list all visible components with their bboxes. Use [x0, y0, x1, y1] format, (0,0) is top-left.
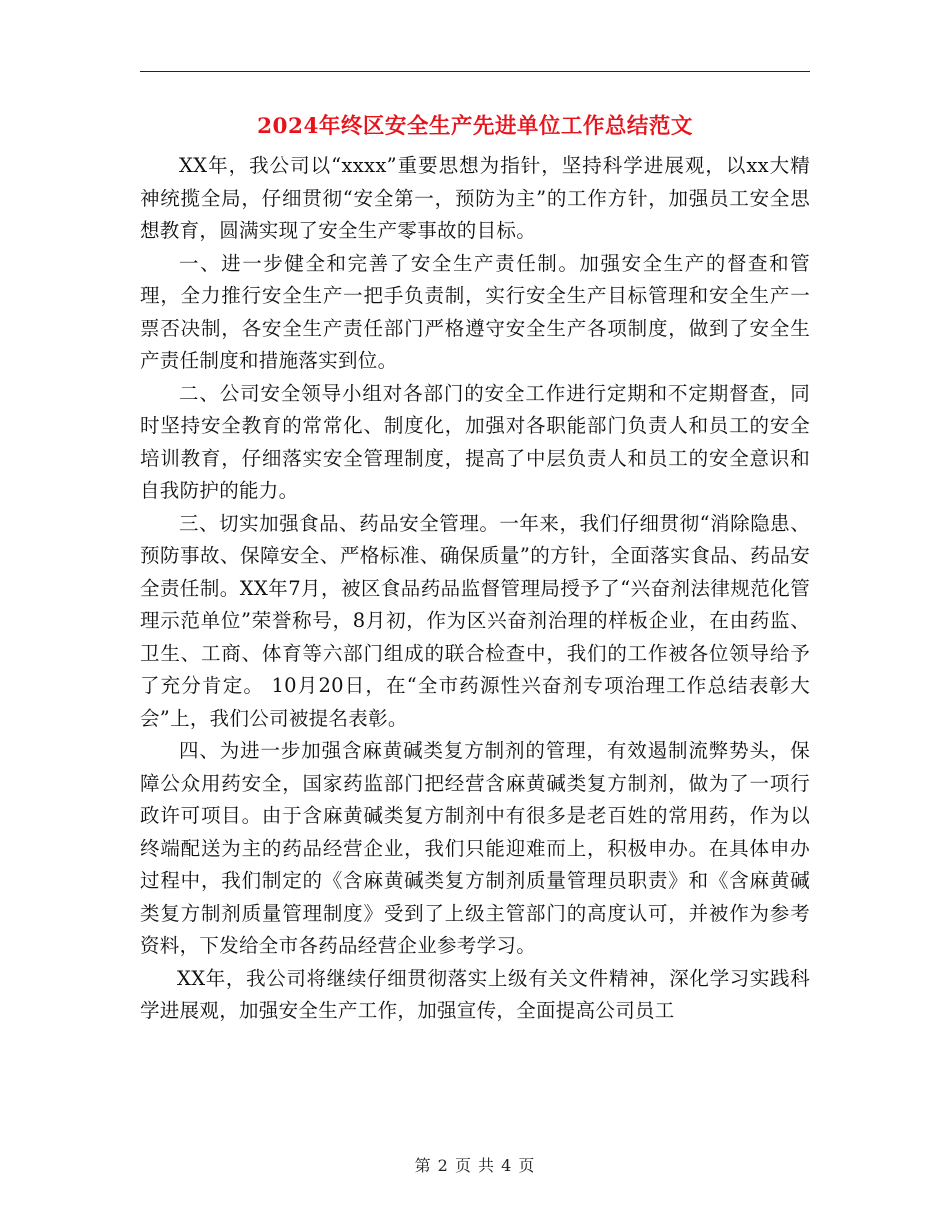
paragraph-section-3: 三、切实加强食品、药品安全管理。一年来，我们仔细贯彻“消除隐患、预防事故、保障安全、严格标准、确保质量”的方针，全面落实食品、药品安全责任制。XX年7月，被区食品药品监督管理局授予了“兴奋剂法律规范化管理示范单位”荣誉称号，8月初，作为区兴奋剂治理的样板企业，在由药监、卫生、工商、体育等六部门组成的联合检查中，我们的工作被各位领导给予了充分肯定。 10月20日，在“全市药源性兴奋剂专项治理工作总结表彰大会”上，我们公司被提名表彰。 — [140, 511, 810, 730]
paragraph-section-1: 一、进一步健全和完善了安全生产责任制。加强安全生产的督查和管理，全力推行安全生产一把手负责制，实行安全生产目标管理和安全生产一票否决制，各安全生产责任部门严格遵守安全生产各项制度，做到了安全生产责任制度和措施落实到位。 — [140, 251, 810, 372]
header-rule — [140, 71, 810, 72]
page-number-footer: 第 2 页 共 4 页 — [414, 1156, 536, 1175]
paragraph-intro: XX年，我公司以“xxxx”重要思想为指针，坚持科学进展观，以xx大精神统揽全局，仔细贯彻“安全第一，预防为主”的工作方针，加强员工安全思想教育，圆满实现了安全生产零事故的目标。 — [140, 154, 810, 242]
paragraph-section-2: 二、公司安全领导小组对各部门的安全工作进行定期和不定期督查，同时坚持安全教育的常常化、制度化，加强对各职能部门负责人和员工的安全培训教育，仔细落实安全管理制度，提高了中层负责人和员工的安全意识和自我防护的能力。 — [140, 381, 810, 502]
paragraph-section-4: 四、为进一步加强含麻黄碱类复方制剂的管理，有效遏制流弊势头，保障公众用药安全，国家药监部门把经营含麻黄碱类复方制剂，做为了一项行政许可项目。由于含麻黄碱类复方制剂中有很多是老百姓的常用药，作为以终端配送为主的药品经营企业，我们只能迎难而上，积极申办。在具体申办过程中，我们制定的《含麻黄碱类复方制剂质量管理员职责》和《含麻黄碱类复方制剂质量管理制度》受到了上级主管部门的高度认可，并被作为参考资料，下发给全市各药品经营企业参考学习。 — [140, 739, 810, 957]
document-title: 2024年终区安全生产先进单位工作总结范文 — [257, 114, 693, 139]
document-body — [140, 150, 810, 1028]
paragraph-closing: XX年，我公司将继续仔细贯彻落实上级有关文件精神，深化学习实践科学进展观，加强安全生产工作，加强宣传，全面提高公司员工 — [140, 966, 810, 1022]
